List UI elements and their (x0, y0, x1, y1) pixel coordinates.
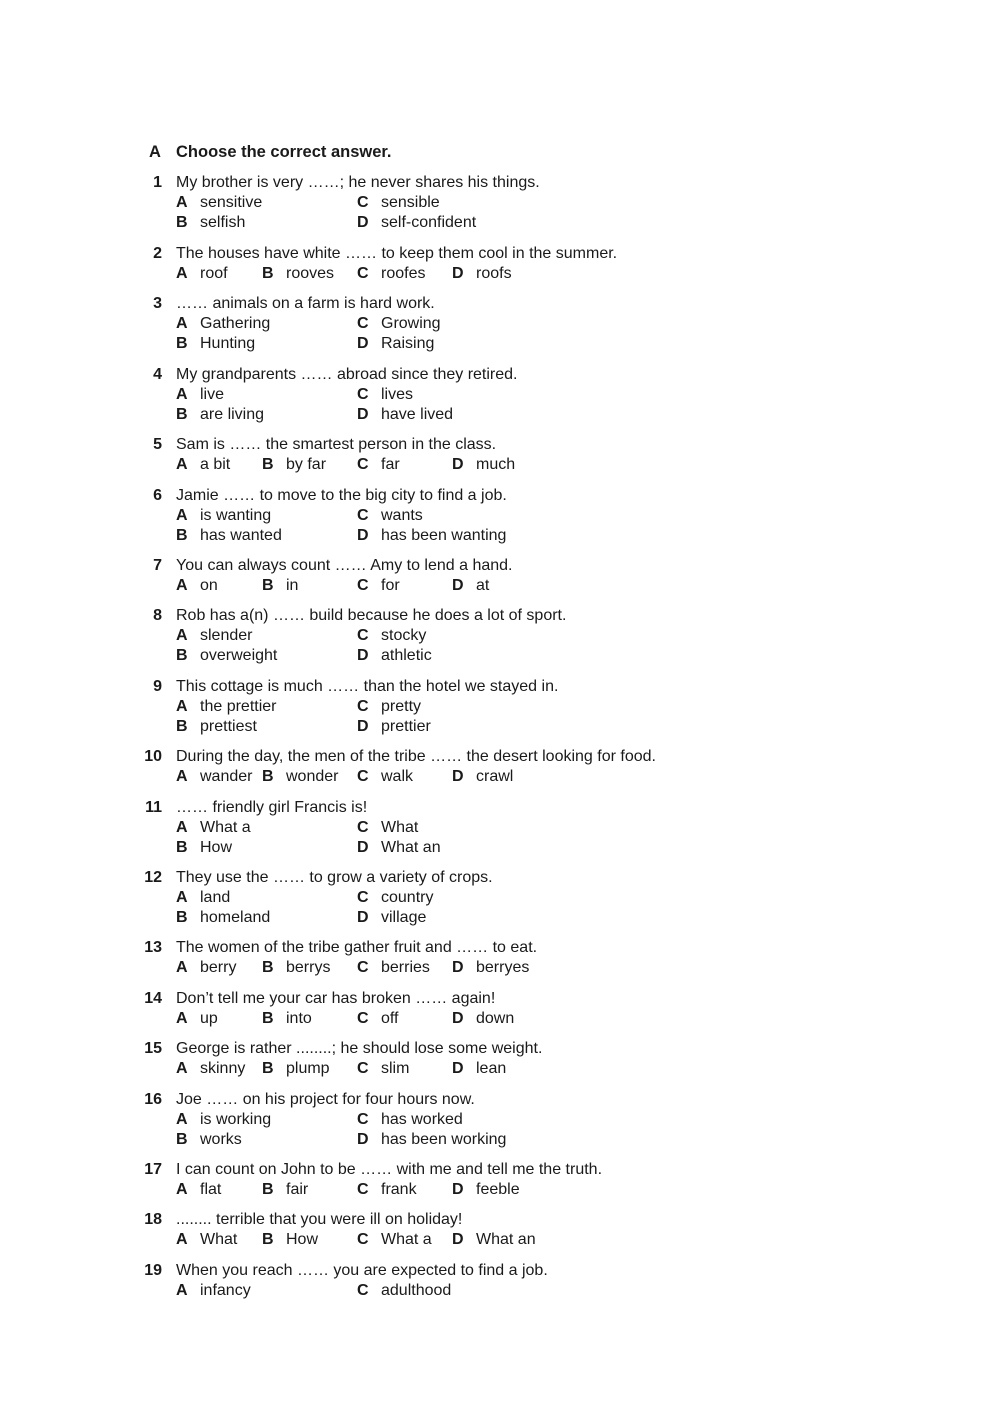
question-number: 10 (144, 748, 162, 765)
answer-option-d[interactable] (452, 455, 515, 475)
question-number: 13 (144, 939, 162, 956)
answer-option-b[interactable] (176, 646, 277, 666)
option-letter: B (176, 527, 188, 544)
option-text: How (286, 1231, 319, 1248)
answer-option-c[interactable] (357, 1180, 417, 1200)
answer-option-b[interactable] (262, 455, 326, 475)
option-text: lives (381, 386, 414, 403)
option-letter: A (176, 265, 188, 282)
question-number: 17 (144, 1161, 162, 1178)
option-text: stocky (381, 627, 427, 644)
option-text: self-confident (381, 214, 477, 231)
answer-option-d[interactable] (452, 958, 529, 978)
option-text: are living (200, 406, 265, 423)
option-text: up (200, 1010, 218, 1027)
option-letter: C (357, 1231, 369, 1248)
option-letter: B (262, 1060, 274, 1077)
option-letter: A (176, 507, 188, 524)
option-letter: B (262, 1181, 274, 1198)
option-text: down (476, 1010, 515, 1027)
option-letter: D (452, 959, 464, 976)
question-number: 19 (144, 1262, 162, 1279)
question-stem: The houses have white …… to keep them cool in the summer. (176, 245, 618, 262)
option-text: flat (200, 1181, 222, 1198)
option-letter: B (176, 839, 188, 856)
answer-option-a[interactable] (176, 455, 230, 475)
answer-option-c[interactable] (357, 1110, 463, 1130)
option-letter: A (176, 959, 188, 976)
answer-option-c[interactable] (357, 697, 421, 717)
option-text: land (200, 889, 231, 906)
answer-option-d[interactable] (357, 1130, 506, 1150)
option-letter: C (357, 1282, 369, 1299)
option-text: a bit (200, 456, 231, 473)
answer-option-a[interactable] (176, 1230, 237, 1250)
option-text: in (286, 577, 299, 594)
answer-option-b[interactable] (176, 838, 232, 858)
option-text: crawl (476, 768, 514, 785)
option-letter: A (176, 315, 188, 332)
answer-option-b[interactable] (262, 1009, 312, 1029)
question-number: 9 (153, 678, 162, 695)
question-stem: My brother is very ……; he never shares his things. (176, 174, 540, 191)
option-letter: D (357, 1131, 369, 1148)
answer-option-b[interactable] (262, 958, 330, 978)
question-stem: …… friendly girl Francis is! (176, 799, 368, 816)
question-stem: Sam is …… the smartest person in the class. (176, 436, 497, 453)
option-text: country (381, 889, 434, 906)
option-letter: C (357, 1060, 369, 1077)
answer-option-b[interactable] (176, 213, 245, 233)
option-letter: C (357, 194, 369, 211)
option-letter: B (262, 265, 274, 282)
option-text: athletic (381, 647, 432, 664)
answer-option-a[interactable] (176, 818, 251, 838)
option-letter: C (357, 889, 369, 906)
answer-option-b[interactable] (176, 908, 270, 928)
answer-option-d[interactable] (452, 264, 512, 284)
answer-option-c[interactable] (357, 1230, 432, 1250)
option-text: is working (200, 1111, 272, 1128)
answer-option-c[interactable] (357, 888, 433, 908)
option-text: infancy (200, 1282, 251, 1299)
answer-option-c[interactable] (357, 385, 413, 405)
answer-option-a[interactable] (176, 1180, 221, 1200)
option-letter: C (357, 1010, 369, 1027)
answer-option-a[interactable] (176, 888, 230, 908)
question-stem: Rob has a(n) …… build because he does a lot of sport. (176, 607, 567, 624)
option-letter: A (176, 889, 188, 906)
option-text: far (381, 456, 400, 473)
option-text: What an (476, 1231, 536, 1248)
question-number: 11 (145, 799, 162, 816)
option-letter: D (357, 909, 369, 926)
option-letter: A (176, 194, 188, 211)
answer-option-d[interactable] (452, 576, 489, 596)
answer-option-c[interactable] (357, 506, 423, 526)
option-letter: B (176, 1131, 188, 1148)
option-text: What a (200, 819, 251, 836)
option-letter: A (176, 1181, 188, 1198)
answer-option-a[interactable] (176, 1110, 271, 1130)
option-text: berry (200, 959, 237, 976)
answer-option-d[interactable] (357, 908, 426, 928)
answer-option-a[interactable] (176, 626, 252, 646)
option-text: Hunting (200, 335, 256, 352)
option-text: prettiest (200, 718, 257, 735)
option-text: wonder (286, 768, 339, 785)
answer-option-d[interactable] (452, 1009, 514, 1029)
answer-option-d[interactable] (357, 646, 432, 666)
option-letter: B (176, 214, 188, 231)
answer-option-a[interactable] (176, 697, 276, 717)
question-number: 8 (153, 607, 162, 624)
answer-option-a[interactable] (176, 1281, 251, 1301)
section-title: Choose the correct answer. (176, 143, 392, 161)
answer-option-c[interactable] (357, 958, 430, 978)
question-stem: The women of the tribe gather fruit and …… to eat. (176, 939, 538, 956)
question-stem: When you reach …… you are expected to find a job. (176, 1262, 548, 1279)
option-letter: C (357, 315, 369, 332)
option-text: roofs (476, 265, 512, 282)
option-letter: D (452, 577, 464, 594)
option-letter: D (357, 647, 369, 664)
answer-option-b[interactable] (262, 767, 338, 787)
question-number: 14 (144, 990, 162, 1007)
answer-option-c[interactable] (357, 767, 413, 787)
section-letter: A (149, 143, 161, 161)
question-stem: My grandparents …… abroad since they retired. (176, 366, 518, 383)
option-letter: C (357, 819, 369, 836)
answer-option-d[interactable] (357, 213, 476, 233)
option-letter: D (452, 1181, 464, 1198)
option-text: homeland (200, 909, 271, 926)
answer-option-a[interactable] (176, 958, 236, 978)
answer-option-b[interactable] (262, 576, 298, 596)
question-stem: Don’t tell me your car has broken …… again! (176, 990, 496, 1007)
option-text: Gathering (200, 315, 271, 332)
question-stem: During the day, the men of the tribe …… the desert looking for food. (176, 748, 656, 765)
option-letter: A (176, 1231, 188, 1248)
question-stem: Jamie …… to move to the big city to find a job. (176, 487, 507, 504)
option-text: adulthood (381, 1282, 452, 1299)
answer-option-c[interactable] (357, 1059, 409, 1079)
option-letter: C (357, 265, 369, 282)
option-text: pretty (381, 698, 422, 715)
option-letter: C (357, 698, 369, 715)
option-letter: A (176, 456, 188, 473)
option-text: What (200, 1231, 238, 1248)
section-heading (149, 143, 392, 162)
answer-option-c[interactable] (357, 626, 426, 646)
option-text: Raising (381, 335, 435, 352)
option-text: slim (381, 1060, 410, 1077)
option-letter: A (176, 1010, 188, 1027)
option-text: has been working (381, 1131, 507, 1148)
option-letter: A (176, 1060, 188, 1077)
option-text: has worked (381, 1111, 463, 1128)
option-text: at (476, 577, 490, 594)
option-letter: B (262, 1010, 274, 1027)
answer-option-b[interactable] (262, 1230, 318, 1250)
option-text: plump (286, 1060, 330, 1077)
question-number: 7 (153, 557, 162, 574)
option-letter: D (452, 768, 464, 785)
option-letter: A (176, 577, 188, 594)
option-letter: C (357, 959, 369, 976)
question-number: 16 (144, 1091, 162, 1108)
answer-option-c[interactable] (357, 818, 418, 838)
option-letter: C (357, 507, 369, 524)
answer-option-b[interactable] (176, 526, 282, 546)
option-text: off (381, 1010, 399, 1027)
answer-option-a[interactable] (176, 1059, 245, 1079)
option-text: walk (381, 768, 414, 785)
option-letter: A (176, 698, 188, 715)
option-text: fair (286, 1181, 309, 1198)
option-letter: A (176, 627, 188, 644)
option-text: What (381, 819, 419, 836)
question-number: 12 (144, 869, 162, 886)
option-text: has wanted (200, 527, 282, 544)
question-stem: You can always count …… Amy to lend a hand. (176, 557, 513, 574)
option-letter: B (262, 456, 274, 473)
answer-option-b[interactable] (176, 717, 257, 737)
answer-option-c[interactable] (357, 193, 440, 213)
answer-option-a[interactable] (176, 506, 271, 526)
option-text: has been wanting (381, 527, 507, 544)
question-stem: They use the …… to grow a variety of crops. (176, 869, 493, 886)
answer-option-d[interactable] (452, 1180, 520, 1200)
option-text: skinny (200, 1060, 246, 1077)
option-text: How (200, 839, 233, 856)
option-text: roof (200, 265, 228, 282)
option-text: berries (381, 959, 430, 976)
option-letter: D (357, 335, 369, 352)
answer-option-b[interactable] (262, 1180, 308, 1200)
option-text: by far (286, 456, 327, 473)
option-text: much (476, 456, 516, 473)
option-letter: B (262, 577, 274, 594)
option-text: village (381, 909, 427, 926)
question-number: 15 (144, 1040, 162, 1057)
option-letter: D (357, 406, 369, 423)
answer-option-a[interactable] (176, 264, 228, 284)
question-number: 3 (153, 295, 162, 312)
answer-option-d[interactable] (357, 334, 434, 354)
question-stem: I can count on John to be …… with me and tell me the truth. (176, 1161, 603, 1178)
answer-option-c[interactable] (357, 455, 400, 475)
answer-option-c[interactable] (357, 1281, 451, 1301)
question-stem: George is rather ........; he should lose some weight. (176, 1040, 543, 1057)
option-letter: D (452, 1010, 464, 1027)
option-letter: B (176, 647, 188, 664)
answer-option-a[interactable] (176, 193, 262, 213)
answer-option-a[interactable] (176, 314, 270, 334)
answer-option-d[interactable] (452, 1059, 506, 1079)
option-text: the prettier (200, 698, 277, 715)
option-text: roofes (381, 265, 426, 282)
option-text: slender (200, 627, 253, 644)
option-text: berrys (286, 959, 331, 976)
answer-option-a[interactable] (176, 385, 224, 405)
option-letter: A (176, 1111, 188, 1128)
answer-option-b[interactable] (176, 334, 255, 354)
question-stem: This cottage is much …… than the hotel we stayed in. (176, 678, 559, 695)
option-text: is wanting (200, 507, 272, 524)
answer-option-d[interactable] (357, 526, 506, 546)
option-letter: B (176, 909, 188, 926)
option-text: sensitive (200, 194, 263, 211)
option-text: wander (200, 768, 253, 785)
option-letter: A (176, 386, 188, 403)
option-letter: D (357, 214, 369, 231)
option-text: on (200, 577, 218, 594)
answer-option-c[interactable] (357, 264, 425, 284)
option-letter: C (357, 1111, 369, 1128)
answer-option-a[interactable] (176, 1009, 218, 1029)
option-text: prettier (381, 718, 431, 735)
option-text: sensible (381, 194, 440, 211)
answer-option-d[interactable] (452, 1230, 536, 1250)
option-text: lean (476, 1060, 507, 1077)
option-text: have lived (381, 406, 454, 423)
answer-option-b[interactable] (176, 1130, 242, 1150)
answer-option-c[interactable] (357, 314, 441, 334)
option-letter: C (357, 386, 369, 403)
option-letter: B (176, 406, 188, 423)
option-text: frank (381, 1181, 417, 1198)
option-letter: D (357, 839, 369, 856)
question-number: 5 (153, 436, 162, 453)
option-text: works (200, 1131, 242, 1148)
option-letter: D (452, 456, 464, 473)
answer-option-d[interactable] (357, 405, 453, 425)
option-letter: D (452, 265, 464, 282)
answer-option-a[interactable] (176, 576, 218, 596)
question-number: 2 (153, 245, 162, 262)
option-text: wants (381, 507, 423, 524)
option-letter: C (357, 1181, 369, 1198)
option-letter: A (176, 819, 188, 836)
option-letter: C (357, 577, 369, 594)
answer-option-b[interactable] (176, 405, 264, 425)
option-text: into (286, 1010, 312, 1027)
option-letter: C (357, 627, 369, 644)
answer-option-d[interactable] (357, 717, 431, 737)
option-text: Growing (381, 315, 441, 332)
option-letter: B (262, 959, 274, 976)
question-stem: …… animals on a farm is hard work. (176, 295, 435, 312)
question-stem: ........ terrible that you were ill on holiday! (176, 1211, 463, 1228)
answer-option-d[interactable] (357, 838, 441, 858)
option-letter: C (357, 768, 369, 785)
option-letter: D (357, 527, 369, 544)
question-stem: Joe …… on his project for four hours now. (176, 1091, 475, 1108)
option-letter: C (357, 456, 369, 473)
option-letter: B (176, 718, 188, 735)
option-text: live (200, 386, 225, 403)
answer-option-a[interactable] (176, 767, 252, 787)
answer-option-d[interactable] (452, 767, 513, 787)
option-text: for (381, 577, 400, 594)
option-text: What a (381, 1231, 432, 1248)
answer-option-b[interactable] (262, 264, 334, 284)
question-number: 1 (153, 174, 162, 191)
option-letter: D (452, 1231, 464, 1248)
question-number: 6 (153, 487, 162, 504)
answer-option-c[interactable] (357, 1009, 399, 1029)
option-letter: A (176, 1282, 188, 1299)
option-letter: B (262, 768, 274, 785)
answer-option-b[interactable] (262, 1059, 330, 1079)
option-text: berryes (476, 959, 530, 976)
answer-option-c[interactable] (357, 576, 400, 596)
option-letter: D (452, 1060, 464, 1077)
question-number: 4 (153, 366, 162, 383)
option-letter: A (176, 768, 188, 785)
option-letter: B (176, 335, 188, 352)
option-letter: B (262, 1231, 274, 1248)
option-text: feeble (476, 1181, 520, 1198)
option-letter: D (357, 718, 369, 735)
option-text: rooves (286, 265, 335, 282)
option-text: selfish (200, 214, 246, 231)
option-text: What an (381, 839, 441, 856)
question-number: 18 (144, 1211, 162, 1228)
option-text: overweight (200, 647, 278, 664)
